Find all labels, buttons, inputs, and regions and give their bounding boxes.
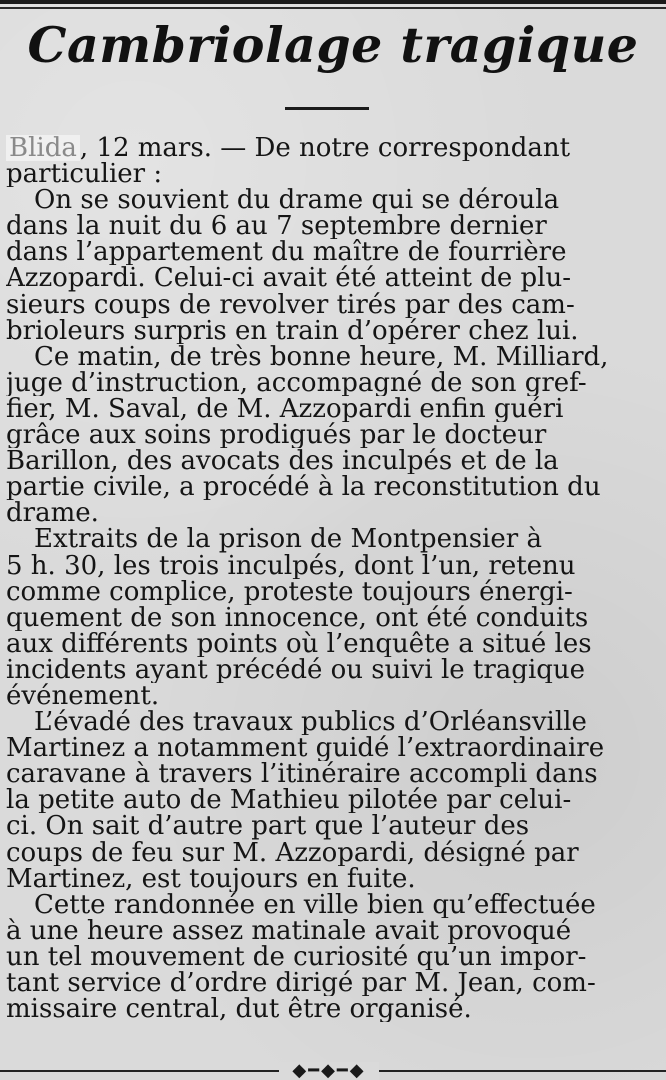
article-line: missaire central, dut être organisé. <box>6 996 472 1023</box>
article-line: drame. <box>6 500 99 527</box>
bottom-ornament-icon: ◆━◆━◆ <box>279 1062 379 1080</box>
article-line: Martinez, est toujours en fuite. <box>6 865 416 892</box>
article-line: 5 h. 30, les trois inculpés, dont l’un, retenu <box>6 552 576 579</box>
article-line: brioleurs surpris en train d’opérer chez lui. <box>6 317 579 344</box>
top-rule-secondary <box>0 7 666 9</box>
article-line: coups de feu sur M. Azzopardi, désigné par <box>6 839 579 866</box>
headline-rule <box>285 107 369 110</box>
dateline-place: Blida <box>6 135 80 161</box>
article-line: fier, M. Saval, de M. Azzopardi enfin guéri <box>6 395 564 423</box>
article-line: Extraits de la prison de Montpensier à <box>34 526 542 553</box>
article-line: événement. <box>6 682 160 710</box>
article-line: L’évadé des travaux publics d’Orléansville <box>34 709 587 736</box>
article-line: caravane à travers l’itinéraire accompli dans <box>6 761 598 788</box>
article-line: partie civile, a procédé à la reconstitution du <box>6 474 601 501</box>
article-line: la petite auto de Mathieu pilotée par celui- <box>6 787 572 814</box>
article-line: Ce matin, de très bonne heure, M. Milliard, <box>34 343 609 370</box>
article-line: juge d’instruction, accompagné de son gref- <box>6 369 587 396</box>
dateline <box>6 135 658 161</box>
article-line: à une heure assez matinale avait provoqué <box>6 917 572 944</box>
article-line: tant service d’ordre dirigé par M. Jean, com- <box>6 970 596 997</box>
article-line: dans l’appartement du maître de fourrière <box>6 239 567 266</box>
article-line: incidents ayant précédé ou suivi le tragique <box>6 656 586 683</box>
article-line: un tel mouvement de curiosité qu’un impor- <box>6 943 587 970</box>
article-line: Martinez a notamment guidé l’extraordinaire <box>6 735 605 762</box>
article-line: Barillon, des avocats des inculpés et de la <box>6 448 559 475</box>
article-line: Azzopardi. Celui-ci avait été atteint de plu- <box>6 265 572 292</box>
article-line: quement de son innocence, ont été conduits <box>6 604 589 631</box>
article-line: Cette randonnée en ville bien qu’effectuée <box>34 891 596 918</box>
article-line: dans la nuit du 6 au 7 septembre dernier <box>6 213 547 240</box>
article-line: ci. On sait d’autre part que l’auteur des <box>6 813 530 840</box>
article-headline: Cambriolage tragique <box>27 16 639 74</box>
article-line: On se souvient du drame qui se déroula <box>34 187 560 214</box>
article-line: particulier : <box>6 161 163 188</box>
article-line: aux différents points où l’enquête a situé les <box>6 630 592 657</box>
article-line: grâce aux soins prodigués par le docteur <box>6 422 547 449</box>
top-rule <box>0 0 666 4</box>
article-line: sieurs coups de revolver tirés par des cam- <box>6 291 575 318</box>
dateline-rest: , 12 mars. — De notre correspondant <box>79 135 571 162</box>
article-body <box>6 135 658 1022</box>
article-line: comme complice, proteste toujours énergi- <box>6 578 573 605</box>
